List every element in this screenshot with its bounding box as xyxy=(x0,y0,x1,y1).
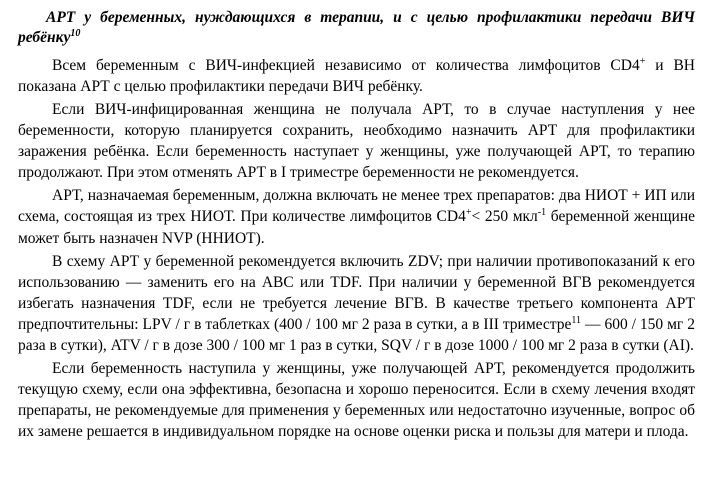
superscript: -1 xyxy=(537,207,547,219)
document-body xyxy=(18,55,695,442)
paragraph: Всем беременным с ВИЧ-инфекцией независимо от количества лимфоцитов CD4+ и ВН показана АРТ с целью профилактики передачи ВИЧ ребёнку. xyxy=(18,55,696,95)
footnote-marker-10: 10 xyxy=(70,28,81,40)
paragraph: В схему АРТ у беременной рекомендуется включить ZDV; при наличии противопоказаний к его использованию — заменить его на ABC или TDF. При наличии у беременной ВГВ рекомендуется избегать назначения TDF, если не требуется лечение ВГВ. В качестве третьего компонента АРТ предпочтительны: LPV / г в таблетках (400 / 100 мг 2 раза в сутки, а в III триместре$^{11}$ — 600 / 150 мг 2 раза в сутки), ATV / г в дозе 300 / 100 мг 1 раз в сутки, SQV / г в дозе 1000 / 100 мг 2 раза в сутки (AI). xyxy=(18,252,695,354)
section-heading xyxy=(18,8,695,49)
paragraph: Если беременность наступила у женщины, уже получающей АРТ, рекомендуется продолжить текущую схему, если она эффективна, безопасна и хорошо переносится. Если в схему лечения входят препараты, не рекомендуемые для применения у беременных или недостаточно изученные, вопрос об их замене решается в индивидуальном порядке на основе оценки риска и пользы для матери и плода. xyxy=(18,360,695,441)
paragraph: АРТ, назначаемая беременным, должна включать не менее трех препаратов: два НИОТ + ИП или схема, состоящая из трех НИОТ. При количестве лимфоцитов CD4+< 250 мкл$^{-1}$ беременной женщине может быть назначен NVP (ННИОТ). xyxy=(18,187,695,247)
section-heading-text: АРТ у беременных, нуждающихся в терапии, и с целью профилактики передачи ВИЧ ребёнку xyxy=(18,9,695,47)
superscript: + xyxy=(639,55,646,67)
superscript: 11 xyxy=(571,314,582,326)
paragraph: Если ВИЧ-инфицированная женщина не получала АРТ, то в случае наступления у нее беременности, которую планируется сохранить, необходимо назначить АРТ для профилактики заражения ребёнка. Если беременность наступает у женщины, уже получающей АРТ, то терапию продолжают. При этом отменять АРТ в I триместре беременности не рекомендуется. xyxy=(18,101,695,182)
superscript: + xyxy=(465,207,472,219)
